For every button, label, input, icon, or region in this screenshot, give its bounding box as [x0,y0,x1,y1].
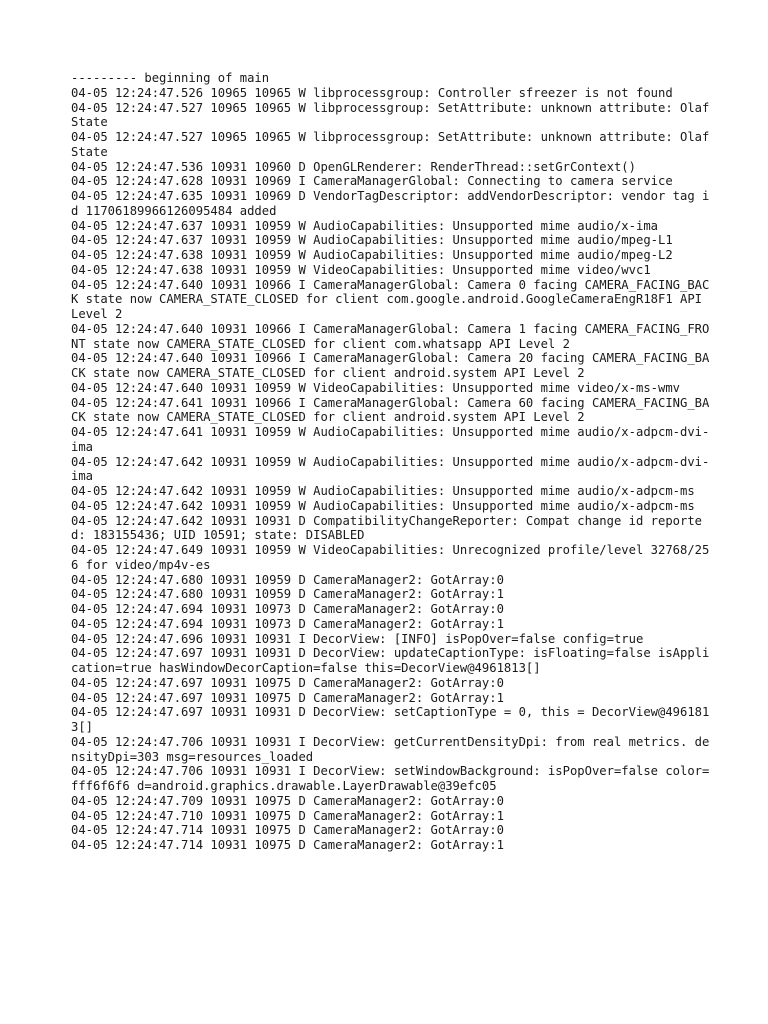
log-line: 04-05 12:24:47.637 10931 10959 W AudioCapabilities: Unsupported mime audio/mpeg-L1 [71,233,673,248]
log-line: 04-05 12:24:47.697 10931 10931 D DecorView: updateCaptionType: isFloating=false isApplication=true hasWindowDecorCaption=false this=DecorView@4961813[] [71,646,710,675]
log-header: --------- beginning of main [71,71,270,85]
log-line: 04-05 12:24:47.640 10931 10966 I CameraManagerGlobal: Camera 0 facing CAMERA_FACING_BACK state now CAMERA_STATE_CLOSED for client com.google.android.GoogleCameraEngR18F1 API Level 2 [71,277,710,321]
log-line: 04-05 12:24:47.697 10931 10975 D CameraManager2: GotArray:0 [71,675,504,690]
log-line: 04-05 12:24:47.526 10965 10965 W libprocessgroup: Controller sfreezer is not found [71,85,673,100]
log-line: 04-05 12:24:47.640 10931 10966 I CameraManagerGlobal: Camera 1 facing CAMERA_FACING_FRONT state now CAMERA_STATE_CLOSED for client com.whatsapp API Level 2 [71,321,710,351]
log-lines-container [71,86,711,853]
log-line: 04-05 12:24:47.714 10931 10975 D CameraManager2: GotArray:0 [71,823,504,838]
log-line: 04-05 12:24:47.638 10931 10959 W AudioCapabilities: Unsupported mime audio/mpeg-L2 [71,248,673,262]
log-line: 04-05 12:24:47.635 10931 10969 D VendorTagDescriptor: addVendorDescriptor: vendor tag id 11706189966126095484 added [71,189,710,218]
log-line: 04-05 12:24:47.642 10931 10959 W AudioCapabilities: Unsupported mime audio/x-adpcm-ms [71,484,695,498]
log-line: 04-05 12:24:47.641 10931 10959 W AudioCapabilities: Unsupported mime audio/x-adpcm-dvi-ima [71,425,710,454]
log-line: 04-05 12:24:47.714 10931 10975 D CameraManager2: GotArray:1 [71,838,504,852]
log-line: 04-05 12:24:47.638 10931 10959 W VideoCapabilities: Unsupported mime video/wvc1 [71,262,651,277]
log-line: 04-05 12:24:47.680 10931 10959 D CameraManager2: GotArray:1 [71,587,504,602]
log-line: 04-05 12:24:47.680 10931 10959 D CameraManager2: GotArray:0 [71,572,504,587]
log-line: 04-05 12:24:47.709 10931 10975 D CameraManager2: GotArray:0 [71,793,504,808]
log-line: 04-05 12:24:47.642 10931 10931 D CompatibilityChangeReporter: Compat change id reported: 183155436; UID 10591; state: DISABLED [71,513,703,543]
log-line: 04-05 12:24:47.527 10965 10965 W libprocessgroup: SetAttribute: unknown attribute: OlafState [71,100,710,130]
log-line: 04-05 12:24:47.640 10931 10959 W VideoCapabilities: Unsupported mime video/x-ms-wmv [71,380,681,395]
log-line: 04-05 12:24:47.640 10931 10966 I CameraManagerGlobal: Camera 20 facing CAMERA_FACING_BACK state now CAMERA_STATE_CLOSED for client android.system API Level 2 [71,351,710,380]
log-line: 04-05 12:24:47.696 10931 10931 I DecorView: [INFO] isPopOver=false config=true [71,631,644,646]
log-line: 04-05 12:24:47.706 10931 10931 I DecorView: getCurrentDensityDpi: from real metrics. densityDpi=303 msg=resources_loaded [71,734,710,764]
log-line: 04-05 12:24:47.642 10931 10959 W AudioCapabilities: Unsupported mime audio/x-adpcm-dvi-ima [71,454,710,484]
log-line: 04-05 12:24:47.637 10931 10959 W AudioCapabilities: Unsupported mime audio/x-ima [71,218,658,233]
log-line: 04-05 12:24:47.527 10965 10965 W libprocessgroup: SetAttribute: unknown attribute: OlafState [71,130,710,159]
log-line: 04-05 12:24:47.536 10931 10960 D OpenGLRenderer: RenderThread::setGrContext() [71,159,636,174]
log-line: 04-05 12:24:47.641 10931 10966 I CameraManagerGlobal: Camera 60 facing CAMERA_FACING_BACK state now CAMERA_STATE_CLOSED for client android.system API Level 2 [71,395,710,425]
log-line: 04-05 12:24:47.694 10931 10973 D CameraManager2: GotArray:0 [71,602,504,616]
log-document [71,71,711,853]
log-line: 04-05 12:24:47.710 10931 10975 D CameraManager2: GotArray:1 [71,808,504,823]
log-line: 04-05 12:24:47.628 10931 10969 I CameraManagerGlobal: Connecting to camera service [71,174,673,189]
log-line: 04-05 12:24:47.697 10931 10931 D DecorView: setCaptionType = 0, this = DecorView@4961813[] [71,705,710,734]
log-line: 04-05 12:24:47.649 10931 10959 W VideoCapabilities: Unrecognized profile/level 32768/256 for video/mp4v-es [71,543,710,572]
log-line: 04-05 12:24:47.706 10931 10931 I DecorView: setWindowBackground: isPopOver=false color=fff6f6f6 d=android.graphics.drawable.LayerDrawable@39efc05 [71,764,710,793]
log-line: 04-05 12:24:47.694 10931 10973 D CameraManager2: GotArray:1 [71,616,504,631]
log-line: 04-05 12:24:47.642 10931 10959 W AudioCapabilities: Unsupported mime audio/x-adpcm-ms [71,498,695,513]
log-line: 04-05 12:24:47.697 10931 10975 D CameraManager2: GotArray:1 [71,690,504,705]
